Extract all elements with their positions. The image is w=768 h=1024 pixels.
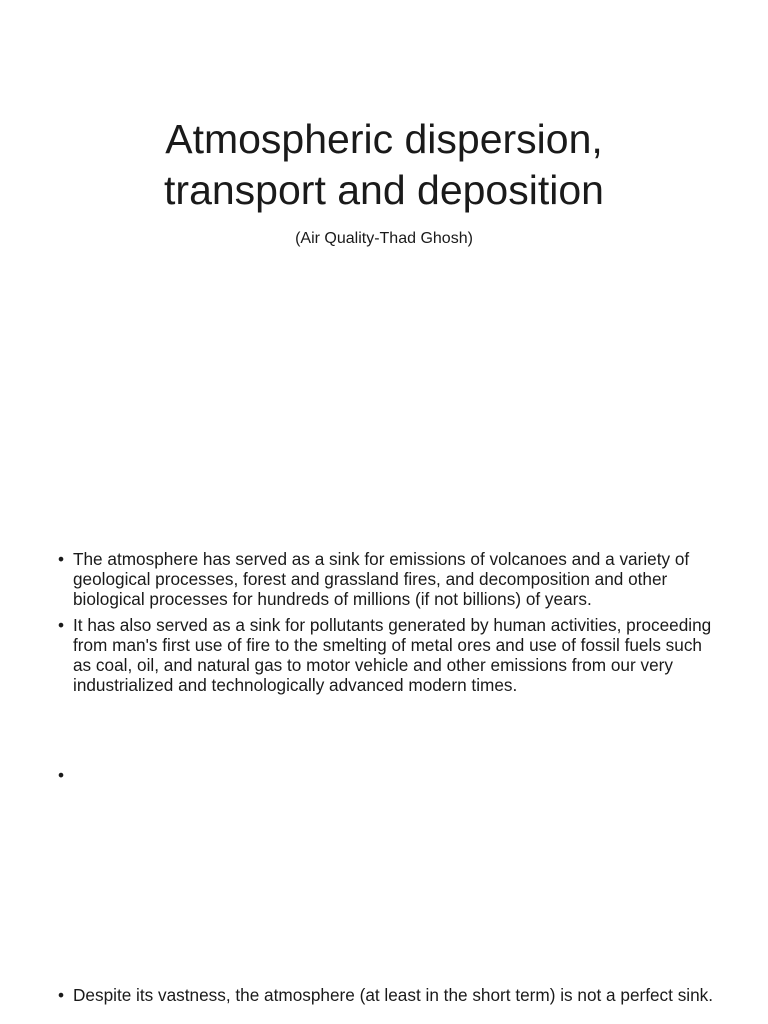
- bullet-dot-icon: •: [58, 985, 65, 1005]
- bullet-text: Despite its vastness, the atmosphere (at least in the short term) is not a perfect sink.: [73, 985, 714, 1005]
- bullet-item-1: [58, 549, 718, 609]
- slide-title: [0, 114, 768, 216]
- title-line-1: Atmospheric dispersion,: [165, 116, 603, 162]
- bullet-list: [58, 549, 718, 701]
- bullet-dot-icon: •: [58, 549, 65, 569]
- bullet-item-4: [58, 985, 718, 1005]
- slide-subtitle: (Air Quality-Thad Ghosh): [295, 230, 473, 247]
- bullet-list-empty: [58, 765, 718, 785]
- title-line-2: transport and deposition: [164, 167, 604, 213]
- bullet-dot-icon: •: [58, 765, 65, 785]
- bullet-text: It has also served as a sink for pollutants generated by human activities, proceeding from man's first use of fire to the smelting of metal ores and use of fossil fuels such as coal, oil, and natural gas to motor vehicle and other emissions from our very industrialized and technologically advanced modern times.: [73, 615, 712, 695]
- bullet-dot-icon: •: [58, 615, 65, 635]
- bullet-item-2: [58, 615, 718, 695]
- bullet-text: The atmosphere has served as a sink for emissions of volcanoes and a variety of geological processes, forest and grassland fires, and decomposition and other biological processes for hundreds of millions (if not billions) of years.: [73, 549, 690, 609]
- bullet-list-bottom: [58, 985, 718, 1011]
